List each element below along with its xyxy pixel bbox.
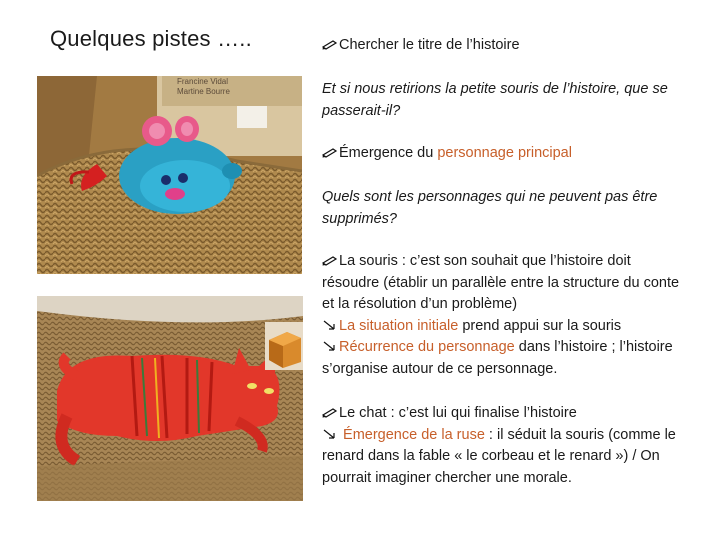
accent-initial-situation: La situation initiale bbox=[339, 317, 459, 334]
accent-recurrence: Récurrence du personnage bbox=[339, 339, 515, 355]
bullet-main-character bbox=[322, 143, 692, 165]
pencil-icon bbox=[322, 406, 338, 418]
subitem-recurrence bbox=[322, 337, 692, 380]
bullet-cat-text: Le chat : c’est lui qui finalise l’histoire bbox=[339, 405, 577, 421]
pencil-icon bbox=[322, 146, 338, 158]
block-cat bbox=[322, 403, 692, 489]
bullet-search-title bbox=[322, 35, 692, 57]
bullet-text: Chercher le titre de l’histoire bbox=[339, 37, 520, 53]
arrow-icon bbox=[322, 319, 338, 331]
pencil-icon bbox=[322, 38, 338, 50]
question-remove-mouse: Et si nous retirions la petite souris de l’histoire, que se passerait-il? bbox=[322, 81, 668, 119]
mouse-toy-photo bbox=[37, 76, 302, 274]
subitem-trick bbox=[322, 425, 692, 490]
arrow-icon bbox=[322, 340, 338, 352]
block-mouse bbox=[322, 251, 692, 380]
box-toy-photo bbox=[265, 322, 303, 370]
bullet-mouse bbox=[322, 251, 692, 316]
subitem-rest: : il séduit la souris (comme le renard dans la fable « le corbeau et le renard ») / On pourrait imaginer chercher une morale. bbox=[322, 426, 676, 486]
accent-main-character: personnage principal bbox=[437, 145, 572, 161]
accent-trick: Émergence de la ruse bbox=[339, 426, 485, 443]
bullet-prefix: Émergence du bbox=[339, 145, 438, 161]
bullet-mouse-text: La souris : c’est son souhait que l’histoire doit résoudre (établir un parallèle entre la structure du conte et la résolution d’un problème) bbox=[322, 253, 680, 312]
pencil-icon bbox=[322, 254, 338, 266]
bullet-cat bbox=[322, 403, 692, 425]
cat-toy-photo bbox=[37, 296, 303, 501]
book-text-2: Martine Bourre bbox=[177, 87, 230, 96]
slide-title: Quelques pistes ….. bbox=[50, 26, 252, 51]
book-text-1: Francine Vidal bbox=[177, 77, 228, 86]
arrow-icon bbox=[322, 428, 338, 440]
subitem-initial-situation bbox=[322, 316, 692, 338]
subitem-rest: prend appui sur la souris bbox=[458, 317, 622, 334]
subitem-rest: dans l’histoire ; l’histoire s’organise autour de ce personnage. bbox=[322, 339, 673, 377]
question-essential-characters: Quels sont les personnages qui ne peuvent pas être supprimés? bbox=[322, 189, 658, 227]
